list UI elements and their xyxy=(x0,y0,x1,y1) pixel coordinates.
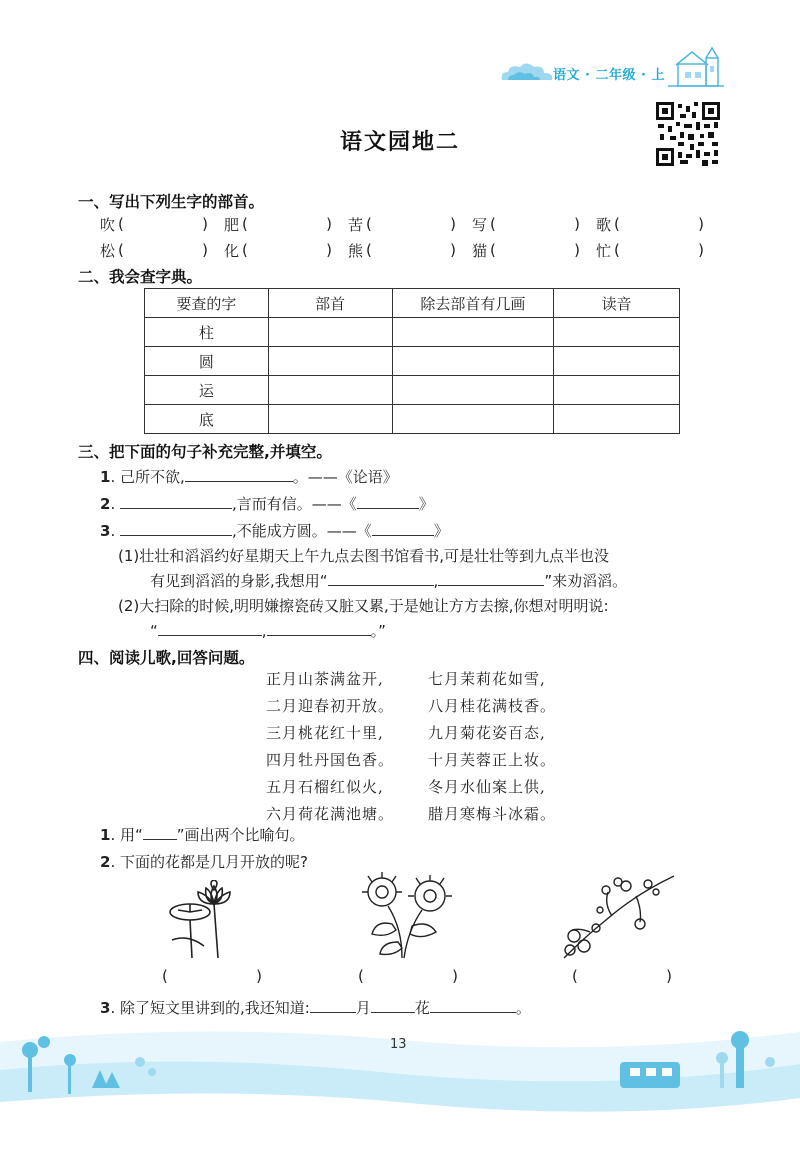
lotus-icon xyxy=(168,880,248,960)
table-row xyxy=(145,318,680,347)
open-paren: ( xyxy=(118,215,124,233)
item-text: 》 xyxy=(418,495,434,513)
question-2 xyxy=(100,851,308,872)
column-header: 除去部首有几画 xyxy=(392,289,554,318)
radical-item[interactable] xyxy=(100,212,224,236)
item-number: 3 xyxy=(100,999,111,1017)
poem-line: 冬月水仙案上供, xyxy=(428,778,546,796)
poem-line: 六月荷花满池塘。 xyxy=(266,805,395,823)
question-text: 。 xyxy=(515,999,531,1017)
question-text: (2)大扫除的时候,明明嫌擦瓷砖又脏又累,于是她让方方去擦,你想对明明说: xyxy=(118,597,609,615)
item-number: 2 xyxy=(100,853,111,871)
close-paren: ) xyxy=(326,241,332,259)
poem-line: 三月桃花红十里, xyxy=(266,724,384,742)
plum-blossom-icon xyxy=(556,870,676,960)
question-text: ”来劝滔滔。 xyxy=(544,572,628,590)
question-text: 月 xyxy=(355,999,371,1017)
answer-blank[interactable] xyxy=(267,621,371,636)
page-number: 13 xyxy=(390,1037,407,1052)
question-text: 有见到滔滔的身影,我想用“ xyxy=(150,572,328,590)
answer-cell[interactable] xyxy=(268,347,392,376)
question-text: . 除了短文里讲到的,我还知道: xyxy=(110,999,310,1017)
answer-cell[interactable] xyxy=(268,318,392,347)
character: 熊 xyxy=(348,241,364,260)
fill-item-1 xyxy=(100,466,398,487)
poem-column-right xyxy=(428,666,556,828)
poem-line: 四月牡丹国色香。 xyxy=(266,751,395,769)
item-number: 2 xyxy=(100,495,111,513)
column-header: 要查的字 xyxy=(145,289,269,318)
answer-blank[interactable] xyxy=(120,521,232,536)
section-3-heading: 三、把下面的句子补充完整,并填空。 xyxy=(78,443,332,461)
section-2-heading: 二、我会查字典。 xyxy=(78,268,203,286)
section-1-heading: 一、写出下列生字的部首。 xyxy=(78,193,265,211)
close-paren: ) xyxy=(450,241,456,259)
item-text: ,言而有信。——《 xyxy=(231,495,357,513)
close-quote: 。” xyxy=(370,622,386,640)
answer-cell[interactable] xyxy=(554,318,680,347)
open-paren: ( xyxy=(614,241,620,259)
answer-blank[interactable] xyxy=(120,494,232,509)
open-paren: ( xyxy=(242,215,248,233)
answer-paren-3[interactable] xyxy=(572,967,672,985)
item-number: 1 xyxy=(100,468,111,486)
close-paren: ) xyxy=(256,967,262,985)
answer-blank[interactable] xyxy=(371,998,415,1013)
wavy-line-sample xyxy=(143,825,177,840)
dictionary-table xyxy=(144,288,680,434)
poem-line: 正月山茶满盆开, xyxy=(266,670,384,688)
item-text: 》 xyxy=(433,522,449,540)
answer-cell[interactable] xyxy=(392,405,554,434)
character: 苦 xyxy=(348,215,364,234)
answer-cell[interactable] xyxy=(268,376,392,405)
radical-row-2 xyxy=(100,238,720,262)
answer-cell[interactable] xyxy=(554,376,680,405)
open-paren: ( xyxy=(366,241,372,259)
answer-cell[interactable] xyxy=(554,405,680,434)
sub-question-1 xyxy=(118,544,718,594)
house-decoration-icon xyxy=(666,44,726,88)
radical-item[interactable] xyxy=(472,212,596,236)
open-paren: ( xyxy=(572,967,578,985)
answer-blank[interactable] xyxy=(185,467,293,482)
poem-line: 五月石榴红似火, xyxy=(266,778,384,796)
close-paren: ) xyxy=(202,241,208,259)
item-text: . 己所不欲, xyxy=(110,468,185,486)
open-paren: ( xyxy=(242,241,248,259)
poem-line: 八月桂花满枝香。 xyxy=(428,697,557,715)
character: 化 xyxy=(224,241,240,260)
poem-line: 二月迎春初开放。 xyxy=(266,697,395,715)
answer-paren-2[interactable] xyxy=(358,967,458,985)
radical-item[interactable] xyxy=(472,238,596,262)
close-paren: ) xyxy=(574,215,580,233)
radical-item[interactable] xyxy=(100,238,224,262)
answer-blank[interactable] xyxy=(357,494,419,509)
character: 吹 xyxy=(100,215,116,234)
open-paren: ( xyxy=(490,241,496,259)
fill-item-2: 2. ,言而有信。——《 》 xyxy=(100,495,434,513)
column-header: 部首 xyxy=(268,289,392,318)
open-quote: “ xyxy=(150,622,158,640)
item-number: 3 xyxy=(100,522,111,540)
answer-blank[interactable] xyxy=(438,571,544,586)
character: 忙 xyxy=(596,241,612,260)
character: 歌 xyxy=(596,215,612,234)
comma: , xyxy=(433,572,439,590)
answer-paren-1[interactable] xyxy=(162,967,262,985)
close-paren: ) xyxy=(202,215,208,233)
poem-line: 腊月寒梅斗冰霜。 xyxy=(428,805,557,823)
character-cell: 柱 xyxy=(145,318,269,347)
character: 写 xyxy=(472,215,488,234)
poem-line: 七月茉莉花如雪, xyxy=(428,670,546,688)
answer-blank[interactable] xyxy=(430,998,516,1013)
radical-item[interactable] xyxy=(224,212,348,236)
chrysanthemum-icon xyxy=(358,872,454,960)
character: 猫 xyxy=(472,241,488,260)
question-text: 花 xyxy=(414,999,430,1017)
close-paren: ) xyxy=(698,241,704,259)
item-text: ,不能成方圆。——《 xyxy=(231,522,372,540)
answer-cell[interactable] xyxy=(554,347,680,376)
open-paren: ( xyxy=(366,215,372,233)
close-paren: ) xyxy=(326,215,332,233)
radical-item[interactable] xyxy=(224,238,348,262)
sub-question-2 xyxy=(118,594,718,644)
open-paren: ( xyxy=(614,215,620,233)
answer-blank[interactable] xyxy=(158,621,262,636)
question-text: . 下面的花都是几月开放的呢? xyxy=(110,853,308,871)
character: 松 xyxy=(100,241,116,260)
radical-row-1 xyxy=(100,212,720,236)
table-row xyxy=(145,347,680,376)
subject-grade-label: 语文 · 二年级 · 上 xyxy=(553,68,665,83)
close-paren: ) xyxy=(666,967,672,985)
radical-item[interactable] xyxy=(348,212,472,236)
fill-item-3: 3. ,不能成方圆。——《 》 xyxy=(100,522,449,540)
close-paren: ) xyxy=(574,241,580,259)
answer-cell[interactable] xyxy=(392,376,554,405)
comma: , xyxy=(261,622,267,640)
item-text: 。——《论语》 xyxy=(292,468,398,486)
answer-blank[interactable] xyxy=(310,998,356,1013)
poem-line: 十月芙蓉正上妆。 xyxy=(428,751,557,769)
character-cell: 底 xyxy=(145,405,269,434)
table-row xyxy=(145,376,680,405)
open-paren: ( xyxy=(162,967,168,985)
answer-cell[interactable] xyxy=(392,347,554,376)
column-header: 读音 xyxy=(554,289,680,318)
answer-cell[interactable] xyxy=(392,318,554,347)
question-text: . 用“ xyxy=(110,826,143,844)
close-paren: ) xyxy=(698,215,704,233)
question-1 xyxy=(100,824,305,845)
answer-cell[interactable] xyxy=(268,405,392,434)
answer-blank[interactable] xyxy=(372,521,434,536)
open-paren: ( xyxy=(118,241,124,259)
radical-item[interactable] xyxy=(596,212,720,236)
cloud-decoration-icon xyxy=(498,58,558,84)
radical-item[interactable] xyxy=(348,238,472,262)
close-paren: ) xyxy=(450,215,456,233)
page-title: 语文园地二 xyxy=(339,130,460,155)
character: 肥 xyxy=(224,215,240,234)
open-paren: ( xyxy=(490,215,496,233)
table-row xyxy=(145,405,680,434)
question-text: (1)壮壮和滔滔约好星期天上午九点去图书馆看书,可是壮壮等到九点半也没 xyxy=(118,547,610,565)
question-text: ”画出两个比喻句。 xyxy=(176,826,305,844)
item-number: 1 xyxy=(100,826,111,844)
character-cell: 运 xyxy=(145,376,269,405)
poem-line: 九月菊花姿百态, xyxy=(428,724,546,742)
radical-item[interactable] xyxy=(596,238,720,262)
table-header-row xyxy=(145,289,680,318)
poem-column-left xyxy=(266,666,394,828)
section-4-heading: 四、阅读儿歌,回答问题。 xyxy=(78,649,255,667)
answer-blank[interactable] xyxy=(328,571,434,586)
open-paren: ( xyxy=(358,967,364,985)
character-cell: 圆 xyxy=(145,347,269,376)
footer-wave-decoration xyxy=(0,1012,800,1149)
close-paren: ) xyxy=(452,967,458,985)
